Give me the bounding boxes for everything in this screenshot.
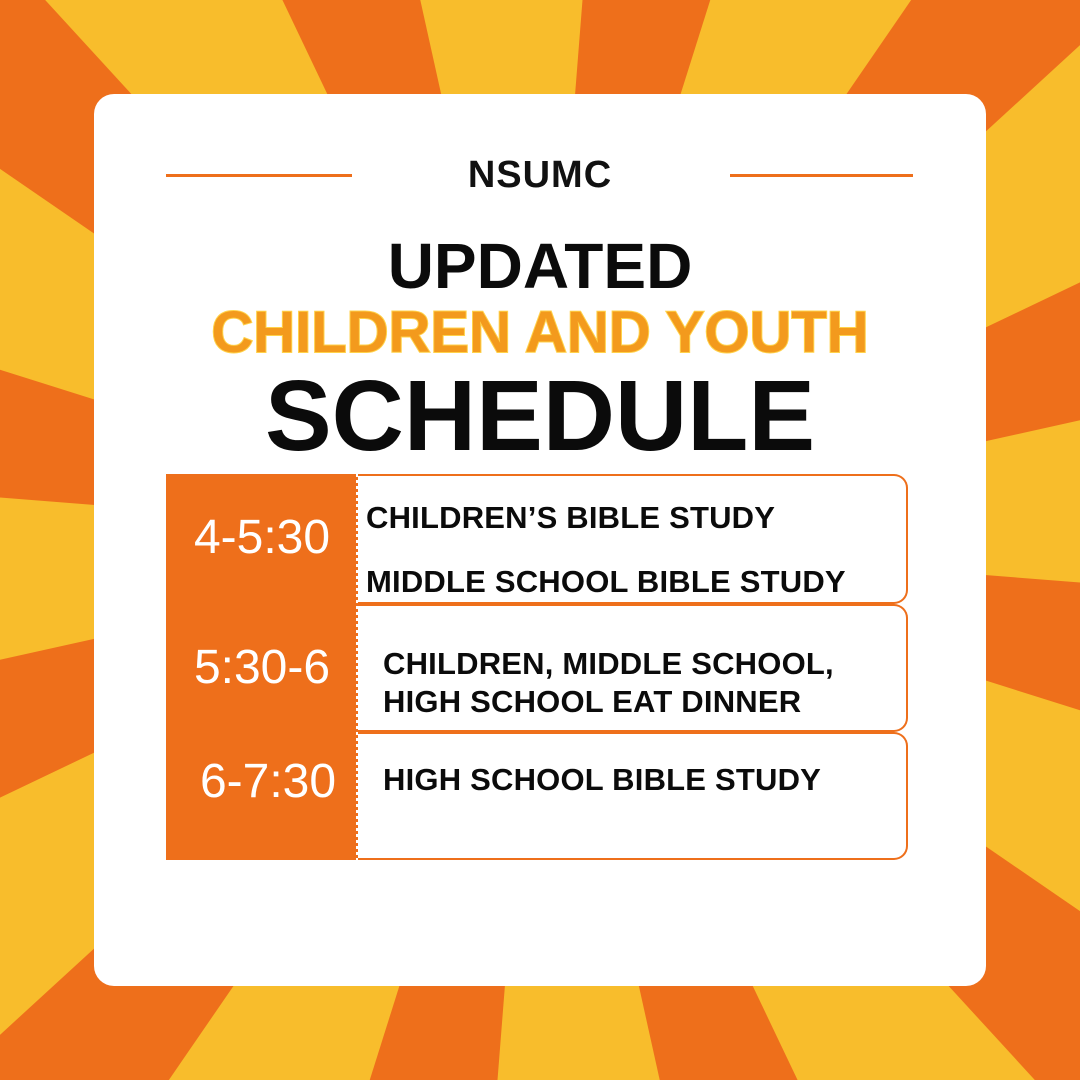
time-column	[166, 474, 358, 860]
headline-updated: UPDATED	[387, 230, 693, 302]
schedule-row-1	[358, 474, 908, 604]
headline-schedule: SCHEDULE	[264, 360, 816, 472]
activity-childrens-bible-study: CHILDREN’S BIBLE STUDY	[366, 500, 776, 535]
schedule-card	[94, 94, 986, 986]
time-slot-1: 4-5:30	[193, 511, 331, 564]
activity-middle-school-bible-study: MIDDLE SCHOOL BIBLE STUDY	[366, 564, 846, 599]
activity-dinner-line-2: HIGH SCHOOL EAT DINNER	[383, 684, 802, 719]
activity-high-school-bible-study: HIGH SCHOOL BIBLE STUDY	[383, 762, 822, 797]
activity-dinner-line-1: CHILDREN, MIDDLE SCHOOL,	[383, 646, 834, 681]
headline-subject: CHILDREN AND YOUTH	[211, 300, 869, 365]
time-slot-3: 6-7:30	[199, 755, 337, 808]
schedule-row-3	[358, 732, 908, 860]
organization-name: NSUMC	[467, 154, 613, 196]
schedule-row-2	[358, 604, 908, 732]
time-slot-2: 5:30-6	[193, 641, 331, 694]
